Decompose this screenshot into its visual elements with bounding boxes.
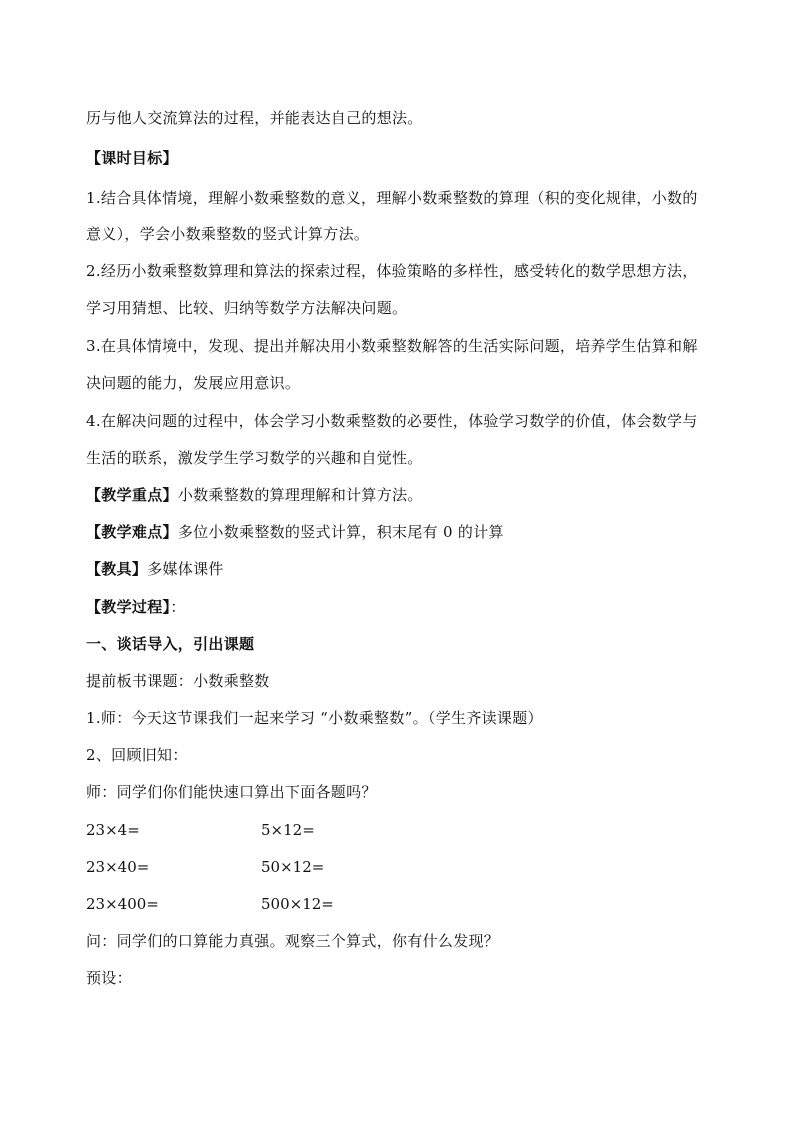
observation-question: 问：同学们的口算能力真强。观察三个算式，你有什么发现？ (86, 932, 500, 950)
process-row (86, 597, 734, 617)
calc-1-left: 23×4= (86, 821, 140, 839)
teacher-question: 师：同学们你们能快速口算出下面各题吗？ (86, 783, 377, 801)
key-point-text: 小数乘整数的算理理解和计算方法。 (177, 486, 423, 504)
tools-row (86, 559, 734, 579)
difficulty-label: 【教学难点】 (86, 523, 178, 541)
board-title: 提前板书课题：小数乘整数 (86, 672, 270, 690)
difficulty-row (86, 522, 734, 542)
calc-3-left: 23×400= (86, 895, 159, 913)
objective-4-line-2: 生活的联系，激发学生学习数学的兴趣和自觉性。 (86, 449, 423, 467)
process-suffix: ： (170, 598, 186, 616)
calc-2-right: 50×12= (261, 858, 325, 876)
preset-label: 预设： (86, 969, 132, 987)
key-point-row (86, 485, 734, 505)
difficulty-text: 多位小数乘整数的竖式计算，积末尾有 0 的计算 (177, 523, 504, 541)
calc-2-left: 23×40= (86, 858, 150, 876)
intro-line: 历与他人交流算法的过程，并能表达自己的想法。 (86, 109, 423, 127)
objectives-heading: 【课时目标】 (86, 149, 178, 167)
key-point-label: 【教学重点】 (86, 486, 178, 504)
step-2: 2、回顾旧知： (86, 746, 188, 764)
section-1-title: 一、谈话导入，引出课题 (86, 635, 255, 653)
objective-1-line-1: 1.结合具体情境，理解小数乘整数的意义，理解小数乘整数的算理（积的变化规律，小数的 (86, 189, 698, 207)
objective-1-line-2: 意义），学会小数乘整数的竖式计算方法。 (86, 225, 370, 243)
objective-3-line-1: 3.在具体情境中，发现、提出并解决用小数乘整数解答的生活实际问题，培养学生估算和解 (86, 337, 698, 355)
tools-text: 多媒体课件 (147, 560, 224, 578)
objective-3-line-2: 决问题的能力，发展应用意识。 (86, 374, 301, 392)
objective-2-line-2: 学习用猜想、比较、归纳等数学方法解决问题。 (86, 299, 408, 317)
objective-4-line-1: 4.在解决问题的过程中，体会学习小数乘整数的必要性，体验学习数学的价值，体会数学与 (86, 412, 698, 430)
tools-label: 【教具】 (86, 560, 148, 578)
step-1: 1.师：今天这节课我们一起来学习 “小数乘整数”。（学生齐读课题） (86, 709, 543, 727)
calc-1-right: 5×12= (261, 821, 315, 839)
objective-2-line-1: 2.经历小数乘整数算理和算法的探索过程，体验策略的多样性，感受转化的数学思想方法， (86, 262, 698, 280)
calc-3-right: 500×12= (261, 895, 334, 913)
process-label: 【教学过程】 (86, 598, 171, 616)
